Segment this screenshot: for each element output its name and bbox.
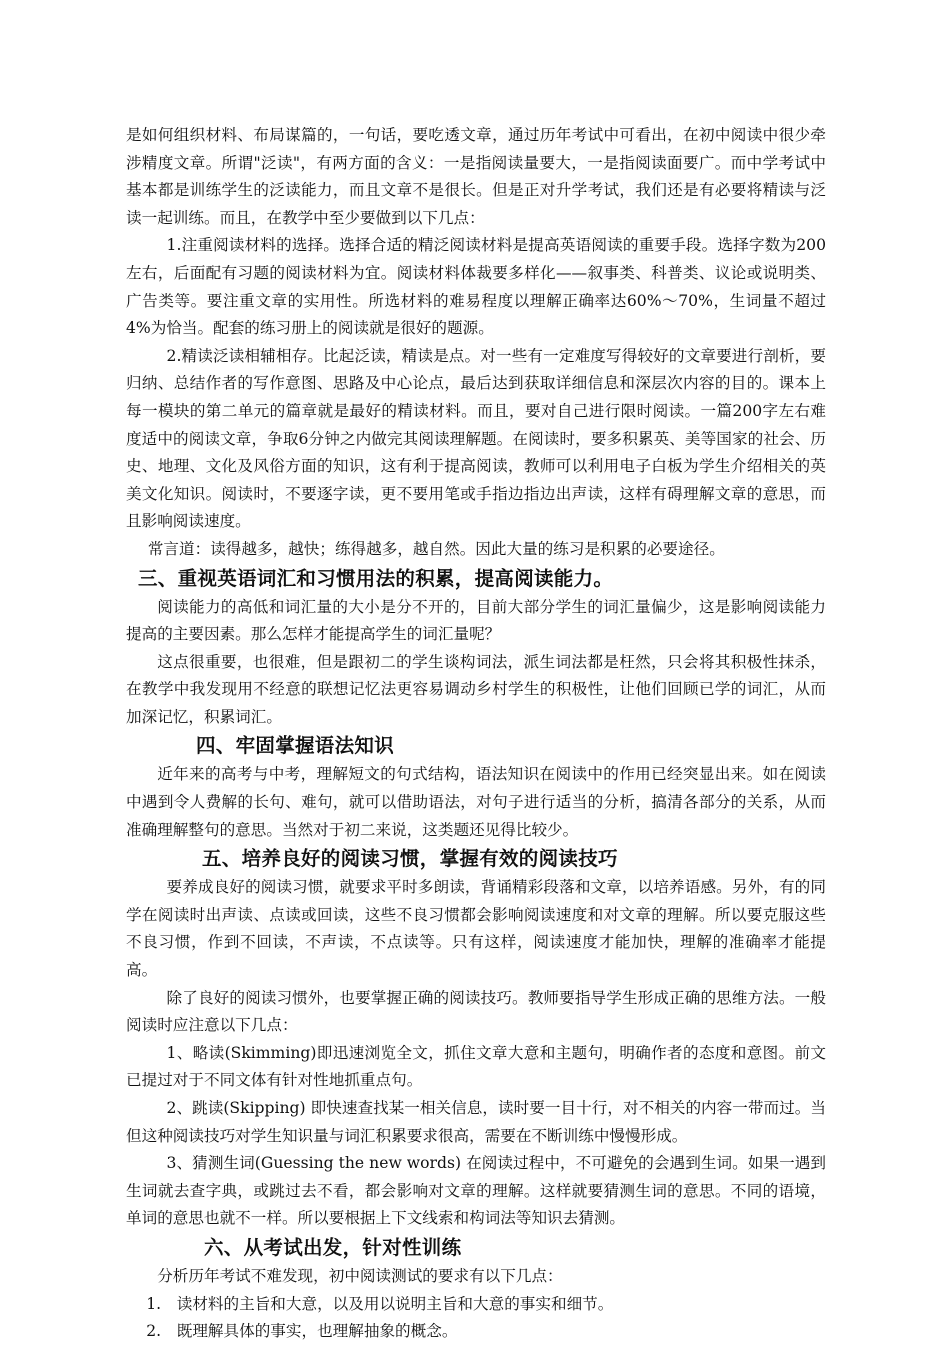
- heading-section-6: 六、从考试出发，针对性训练: [204, 1235, 462, 1259]
- paragraph-reading-skills: 除了良好的阅读习惯外，也要掌握正确的阅读技巧。教师要指导学生形成正确的思维方法。一般阅读时应注意以下几点：: [126, 988, 826, 1035]
- paragraph-exam-analysis: 分析历年考试不难发现，初中阅读测试的要求有以下几点：: [157, 1266, 563, 1285]
- paragraph-vocabulary-method: 这点很重要，也很难，但是跟初二的学生谈构词法，派生词法都是枉然，只会将其积极性抹杀，在教学中我发现用不经意的联想记忆法更容易调动乡村学生的积极性，让他们回顾已学的词汇，从而加深记忆，积累词汇。: [126, 652, 826, 726]
- heading-section-4: 四、牢固掌握语法知识: [196, 734, 395, 758]
- paragraph-reading-habits: 要养成良好的阅读习惯，就要求平时多朗读，背诵精彩段落和文章，以培养语感。另外，有的同学在阅读时出声读、点读或回读，这些不良习惯都会影响阅读速度和对文章的理解。所以要克服这些不良习惯，作到不回读，不声读，不点读等。只有这样，阅读速度才能加快，理解的准确率才能提高。: [126, 878, 826, 980]
- paragraph-grammar: 近年来的高考与中考，理解短文的句式结构，语法知识在阅读中的作用已经突显出来。如在阅读中遇到令人费解的长句、难句，就可以借助语法，对句子进行适当的分析，搞清各部分的关系，从而准确理解整句的意思。当然对于初二来说，这类题还见得比较少。: [126, 765, 826, 839]
- paragraph-skipping: 2、跳读(Skipping) 即快速查找某一相关信息，读时要一目十行，对不相关的内容一带而过。当但这种阅读技巧对学生知识量与词汇积累要求很高，需要在不断训练中慢慢形成。: [126, 1099, 826, 1145]
- paragraph-point-2: 2.精读泛读相辅相存。比起泛读，精读是点。对一些有一定难度写得较好的文章要进行剖析，要归纳、总结作者的写作意图、思路及中心论点，最后达到获取详细信息和深层次内容的目的。课本上每一模块的第二单元的篇章就是最好的精读材料。而且，要对自己进行限时阅读。一篇200字左右难度适中的阅读文章，争取6分钟之内做完其阅读理解题。在阅读时，要多积累英、美等国家的社会、历史、地理、文化及风俗方面的知识，这有利于提高阅读，教师可以利用电子白板为学生介绍相关的英美文化知识。阅读时，不要逐字读，更不要用笔或手指边指边出声读，这样有碍理解文章的意思，而且影响阅读速度。: [126, 346, 826, 531]
- paragraph-saying: 常言道：读得越多，越快；练得越多，越自然。因此大量的练习是积累的必要途径。: [147, 539, 725, 558]
- paragraph-guessing: 3、猜测生词(Guessing the new words) 在阅读过程中，不可避免的会遇到生词。如果一遇到生词就去查字典，或跳过去不看，都会影响对文章的理解。这样就要猜测生词的意思。不同的语境，单词的意思也就不一样。所以要根据上下文线索和构词法等知识去猜测。: [126, 1154, 826, 1228]
- heading-section-3: 三、重视英语词汇和习惯用法的积累，提高阅读能力。: [138, 566, 614, 590]
- document-body: [126, 122, 826, 1346]
- paragraph-point-1: 1.注重阅读材料的选择。选择合适的精泛阅读材料是提高英语阅读的重要手段。选择字数为200左右，后面配有习题的阅读材料为宜。阅读材料体裁要多样化——叙事类、科普类、议论或说明类、广告类等。要注重文章的实用性。所选材料的难易程度以理解正确率达60%～70%，生词量不超过4%为恰当。配套的练习册上的阅读就是很好的题源。: [126, 236, 826, 338]
- list-item-1: 1. 读材料的主旨和大意，以及用以说明主旨和大意的事实和细节。: [146, 1294, 614, 1313]
- list-item-2: 2. 既理解具体的事实，也理解抽象的概念。: [146, 1322, 458, 1341]
- paragraph-vocabulary: 阅读能力的高低和词汇量的大小是分不开的，目前大部分学生的词汇量偏少，这是影响阅读能力提高的主要因素。那么怎样才能提高学生的词汇量呢？: [126, 597, 826, 644]
- paragraph-reading-intro: 是如何组织材料、布局谋篇的，一句话，要吃透文章，通过历年考试中可看出，在初中阅读中很少牵涉精度文章。所谓"泛读"，有两方面的含义：一是指阅读量要大，一是指阅读面要广。而中学考试中基本都是训练学生的泛读能力，而且文章不是很长。但是正对升学考试，我们还是有必要将精读与泛读一起训练。而且，在教学中至少要做到以下几点：: [126, 126, 826, 227]
- heading-section-5: 五、培养良好的阅读习惯，掌握有效的阅读技巧: [202, 847, 618, 871]
- paragraph-skimming: 1、略读(Skimming)即迅速浏览全文，抓住文章大意和主题句，明确作者的态度和意图。前文已提过对于不同文体有针对性地抓重点句。: [126, 1043, 826, 1090]
